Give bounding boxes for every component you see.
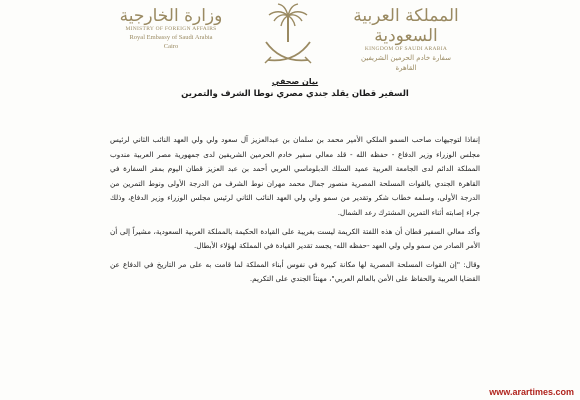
paragraph-1: إنفاذا لتوجيهات صاحب السمو الملكي الأمير محمد بن سلمان بن عبدالعزيز آل سعود ولي ولي العهد النائب الثاني لرئيس مجلس الوزراء وزير الدفاع - حفظه الله - قلد معالي سفير خادم الحرمين الشريفين لدى جمهورية مصر العربية مندوب المملكة الدائم لدى الجامعة العربية عميد السلك الدبلوماسي العربي أحمد بن عبد العزيز قطان اليوم بمقر السفارة في القاهرة الجندي بالقوات المسلحة المصرية منصور جمال محمد مهران نوط الشرف من الدرجة الأولى ونوط التمرين من الدرجة الأولى، وسلمه خطاب شكر وتقدير من سمو ولي ولي العهد النائب الثاني لرئيس مجلس الوزراء وزير الدفاع، وذلك جراء إصابته أثناء التمرين المشترك رعد الشمال. bbox=[110, 135, 480, 217]
embassy-arabic-city: القاهرة bbox=[395, 64, 417, 72]
kingdom-header bbox=[346, 6, 466, 73]
embassy-english-name: Royal Embassy of Saudi Arabia bbox=[129, 34, 213, 41]
press-release-body bbox=[110, 76, 480, 291]
kingdom-arabic-title: المملكة العربية السعودية bbox=[353, 6, 459, 46]
embassy-arabic-name: سفارة خادم الحرمين الشريفين bbox=[361, 54, 451, 62]
paragraph-2: وأكد معالي السفير قطان أن هذه اللفتة الكريمة ليست بغريبة على القيادة الحكيمة بالمملكة العربية السعودية، مشيراً إلى أن الأمر الصادر من سمو ولي ولي العهد -حفظه الله- يجسد تقدير القيادة في المملكة لهؤلاء الأبطال. bbox=[110, 226, 480, 251]
press-release-label: بيان صحفي bbox=[271, 77, 319, 86]
saudi-emblem-icon bbox=[258, 2, 318, 68]
kingdom-english-title: KINGDOM OF SAUDI ARABIA bbox=[364, 46, 448, 52]
press-release-headline: السفير قطان يقلد جندي مصري نوطا الشرف والتمرين bbox=[181, 89, 409, 99]
ministry-header bbox=[112, 6, 230, 51]
site-watermark: www.arartimes.com bbox=[489, 387, 574, 397]
ministry-english-title: MINISTRY OF FOREIGN AFFAIRS bbox=[125, 26, 217, 32]
letterhead bbox=[0, 0, 580, 72]
paragraph-3: وقال: "إن القوات المسلحة المصرية لها مكانة كبيرة في نفوس أبناء المملكة لما قامت به على مر التاريخ في الدفاع عن القضايا العربية والحفاظ على الأمن بالعالم العربي"، مهنئاً الجندي على التكريم. bbox=[110, 259, 480, 284]
embassy-city: Cairo bbox=[163, 43, 179, 50]
ministry-arabic-title: وزارة الخارجية bbox=[119, 6, 223, 26]
